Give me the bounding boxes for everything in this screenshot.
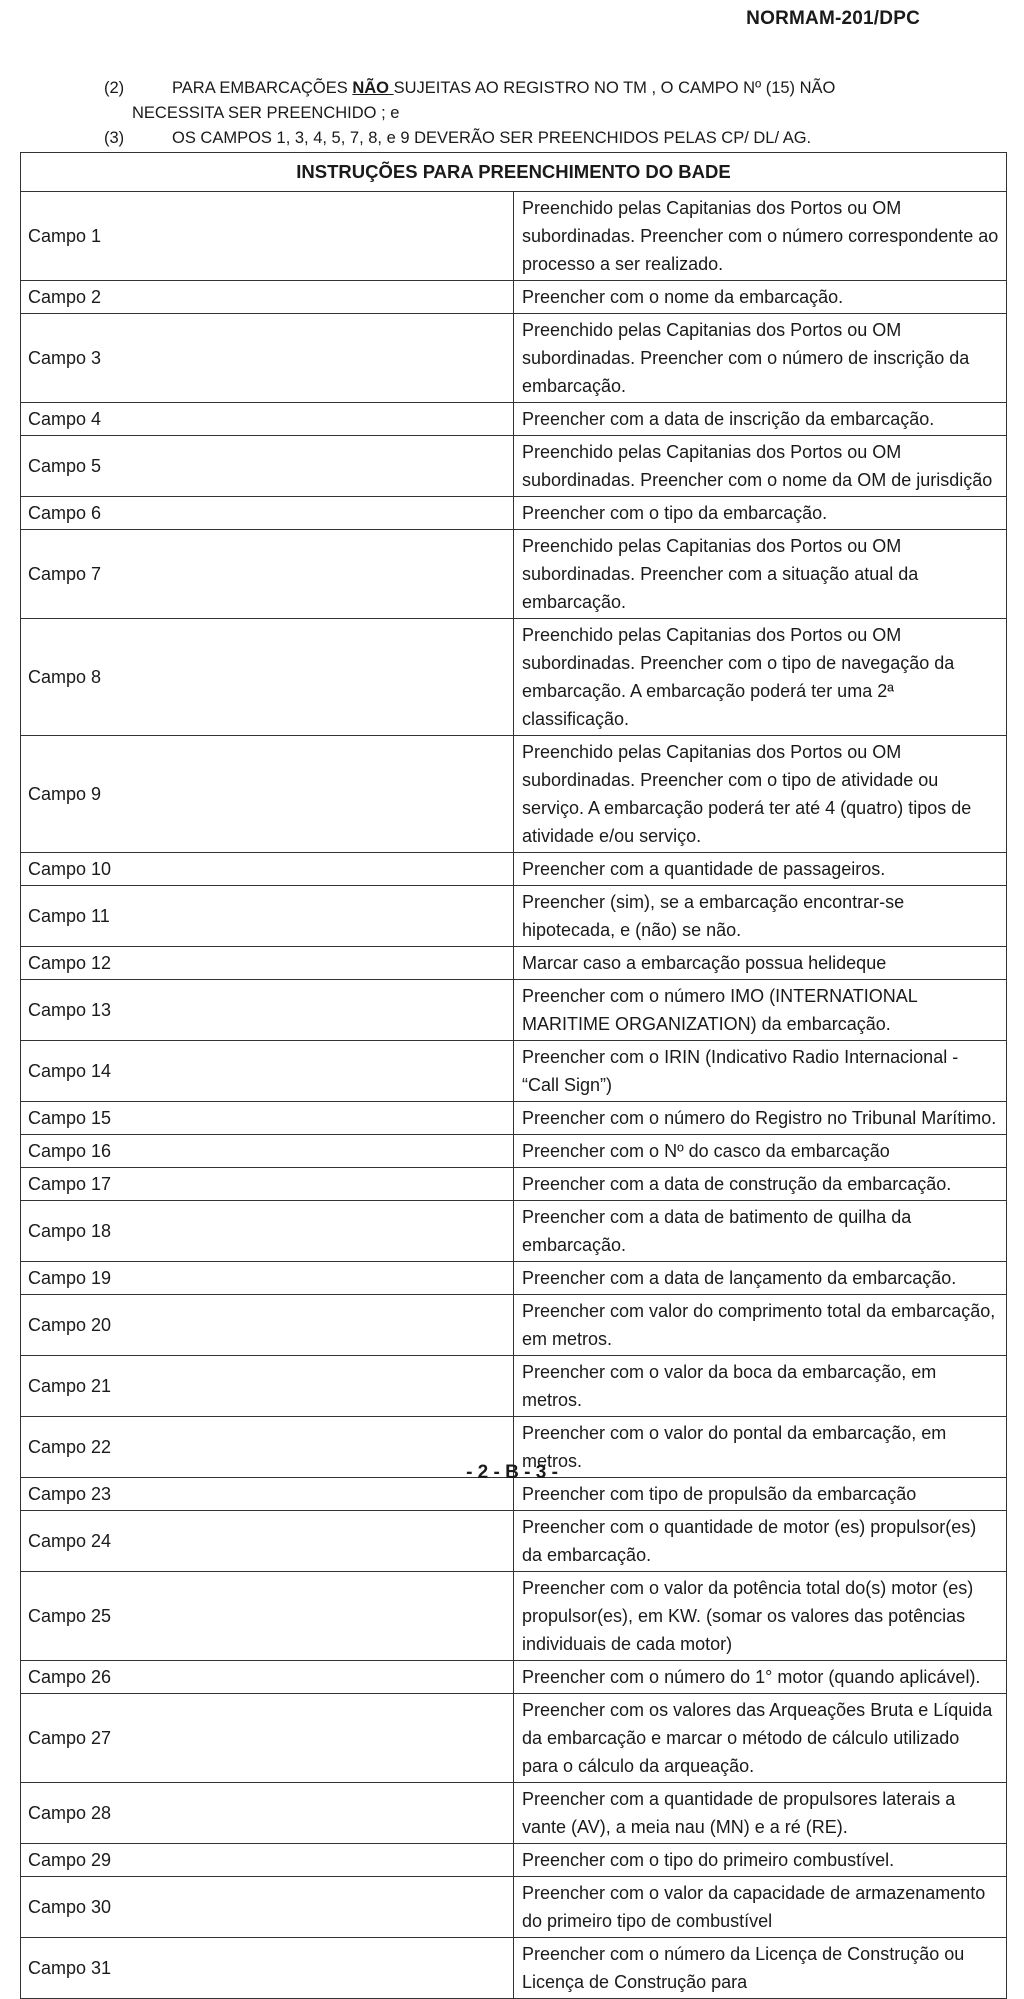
table-row: [21, 1783, 1007, 1844]
field-instruction: Preenchido pelas Capitanias dos Portos ou OM subordinadas. Preencher com o número correspondente ao processo a ser realizado.: [514, 192, 1007, 281]
field-instruction: Preencher com o valor do pontal da embarcação, em metros.: [514, 1417, 1007, 1478]
field-label: Campo 25: [21, 1572, 514, 1661]
field-label: Campo 20: [21, 1295, 514, 1356]
field-label: Campo 4: [21, 403, 514, 436]
field-label: Campo 1: [21, 192, 514, 281]
table-row: [21, 886, 1007, 947]
table-row: [21, 1694, 1007, 1783]
field-label: Campo 16: [21, 1135, 514, 1168]
note-2: [104, 76, 934, 126]
table-row: [21, 1102, 1007, 1135]
note-emphasis: NÃO: [352, 79, 394, 97]
table-row: [21, 1201, 1007, 1262]
field-label: Campo 31: [21, 1938, 514, 1999]
field-instruction: Preencher com a data de construção da embarcação.: [514, 1168, 1007, 1201]
field-instruction: Preencher com a data de lançamento da embarcação.: [514, 1262, 1007, 1295]
field-label: Campo 28: [21, 1783, 514, 1844]
field-instruction: Preencher com o número do Registro no Tribunal Marítimo.: [514, 1102, 1007, 1135]
note-3: [104, 126, 934, 151]
table-row: [21, 436, 1007, 497]
table-row: [21, 1356, 1007, 1417]
field-instruction: Preencher com o quantidade de motor (es) propulsor(es) da embarcação.: [514, 1511, 1007, 1572]
table-row: [21, 1938, 1007, 1999]
table-row: [21, 1135, 1007, 1168]
field-instruction: Preencher com valor do comprimento total da embarcação, em metros.: [514, 1295, 1007, 1356]
field-label: Campo 17: [21, 1168, 514, 1201]
field-label: Campo 21: [21, 1356, 514, 1417]
table-body: [21, 192, 1007, 1999]
instructions-table: [20, 152, 1007, 1999]
field-instruction: Preencher com o valor da boca da embarcação, em metros.: [514, 1356, 1007, 1417]
table-row: [21, 1262, 1007, 1295]
table-row: [21, 403, 1007, 436]
field-instruction: Preenchido pelas Capitanias dos Portos ou OM subordinadas. Preencher com o tipo de atividade ou serviço. A embarcação poderá ter até 4 (quatro) tipos de atividade e/ou serviço.: [514, 736, 1007, 853]
field-label: Campo 11: [21, 886, 514, 947]
field-instruction: Preencher com o valor da potência total do(s) motor (es) propulsor(es), em KW. (somar os valores das potências individuais de cada motor): [514, 1572, 1007, 1661]
table-row: [21, 1661, 1007, 1694]
field-instruction: Preencher com o Nº do casco da embarcação: [514, 1135, 1007, 1168]
field-instruction: Preencher com o IRIN (Indicativo Radio Internacional - “Call Sign”): [514, 1041, 1007, 1102]
field-label: Campo 27: [21, 1694, 514, 1783]
table-title: INSTRUÇÕES PARA PREENCHIMENTO DO BADE: [21, 153, 1007, 192]
field-label: Campo 12: [21, 947, 514, 980]
field-instruction: Preencher com o número da Licença de Construção ou Licença de Construção para: [514, 1938, 1007, 1999]
note-text: SUJEITAS AO REGISTRO NO TM , O CAMPO Nº (15) NÃO: [393, 79, 836, 97]
field-instruction: Preencher com o tipo do primeiro combustível.: [514, 1844, 1007, 1877]
field-label: Campo 5: [21, 436, 514, 497]
notes-section: [104, 76, 934, 151]
field-label: Campo 8: [21, 619, 514, 736]
page-number: - 2 - B - 3 -: [466, 1462, 558, 1483]
table-row: [21, 530, 1007, 619]
field-instruction: Preencher com o número do 1° motor (quando aplicável).: [514, 1661, 1007, 1694]
field-instruction: Preenchido pelas Capitanias dos Portos ou OM subordinadas. Preencher com o nome da OM de jurisdição: [514, 436, 1007, 497]
field-label: Campo 24: [21, 1511, 514, 1572]
table-row: [21, 980, 1007, 1041]
note-number: (3): [104, 129, 125, 147]
table-row: [21, 281, 1007, 314]
field-instruction: Preenchido pelas Capitanias dos Portos ou OM subordinadas. Preencher com o tipo de navegação da embarcação. A embarcação poderá ter uma 2ª classificação.: [514, 619, 1007, 736]
field-label: Campo 30: [21, 1877, 514, 1938]
table-row: [21, 497, 1007, 530]
field-label: Campo 7: [21, 530, 514, 619]
table-row: [21, 1168, 1007, 1201]
document-code: NORMAM-201/DPC: [746, 8, 920, 29]
field-label: Campo 23: [21, 1478, 514, 1511]
table-row: [21, 1295, 1007, 1356]
field-label: Campo 2: [21, 281, 514, 314]
table-row: [21, 314, 1007, 403]
table-row: [21, 853, 1007, 886]
note-text: PARA EMBARCAÇÕES: [172, 79, 353, 97]
table-row: [21, 619, 1007, 736]
field-instruction: Preencher com o número IMO (INTERNATIONAL MARITIME ORGANIZATION) da embarcação.: [514, 980, 1007, 1041]
field-label: Campo 18: [21, 1201, 514, 1262]
table-row: [21, 1572, 1007, 1661]
field-instruction: Preencher com a quantidade de propulsores laterais a vante (AV), a meia nau (MN) e a ré (RE).: [514, 1783, 1007, 1844]
field-instruction: Preencher com tipo de propulsão da embarcação: [514, 1478, 1007, 1511]
field-label: Campo 26: [21, 1661, 514, 1694]
field-instruction: Preencher com os valores das Arqueações Bruta e Líquida da embarcação e marcar o método de cálculo utilizado para o cálculo da arqueação.: [514, 1694, 1007, 1783]
table-row: [21, 1877, 1007, 1938]
field-label: Campo 13: [21, 980, 514, 1041]
note-number: (2): [104, 79, 125, 97]
table-row: [21, 1041, 1007, 1102]
table-row: [21, 1844, 1007, 1877]
table-row: [21, 1511, 1007, 1572]
field-instruction: Preencher (sim), se a embarcação encontrar-se hipotecada, e (não) se não.: [514, 886, 1007, 947]
note-continuation: NECESSITA SER PREENCHIDO ; e: [132, 104, 400, 122]
field-label: Campo 14: [21, 1041, 514, 1102]
field-label: Campo 9: [21, 736, 514, 853]
field-label: Campo 6: [21, 497, 514, 530]
field-label: Campo 15: [21, 1102, 514, 1135]
field-label: Campo 19: [21, 1262, 514, 1295]
table-row: [21, 192, 1007, 281]
field-instruction: Preencher com o nome da embarcação.: [514, 281, 1007, 314]
field-instruction: Preencher com o valor da capacidade de armazenamento do primeiro tipo de combustível: [514, 1877, 1007, 1938]
field-label: Campo 3: [21, 314, 514, 403]
note-text: OS CAMPOS 1, 3, 4, 5, 7, 8, e 9 DEVERÃO SER PREENCHIDOS PELAS CP/ DL/ AG.: [172, 129, 812, 147]
field-label: Campo 10: [21, 853, 514, 886]
field-instruction: Preencher com a data de batimento de quilha da embarcação.: [514, 1201, 1007, 1262]
field-instruction: Preenchido pelas Capitanias dos Portos ou OM subordinadas. Preencher com o número de inscrição da embarcação.: [514, 314, 1007, 403]
field-label: Campo 22: [21, 1417, 514, 1478]
field-instruction: Preenchido pelas Capitanias dos Portos ou OM subordinadas. Preencher com a situação atual da embarcação.: [514, 530, 1007, 619]
field-instruction: Preencher com a data de inscrição da embarcação.: [514, 403, 1007, 436]
field-instruction: Preencher com a quantidade de passageiros.: [514, 853, 1007, 886]
field-instruction: Marcar caso a embarcação possua helideque: [514, 947, 1007, 980]
table-row: [21, 736, 1007, 853]
field-instruction: Preencher com o tipo da embarcação.: [514, 497, 1007, 530]
table-row: [21, 947, 1007, 980]
field-label: Campo 29: [21, 1844, 514, 1877]
